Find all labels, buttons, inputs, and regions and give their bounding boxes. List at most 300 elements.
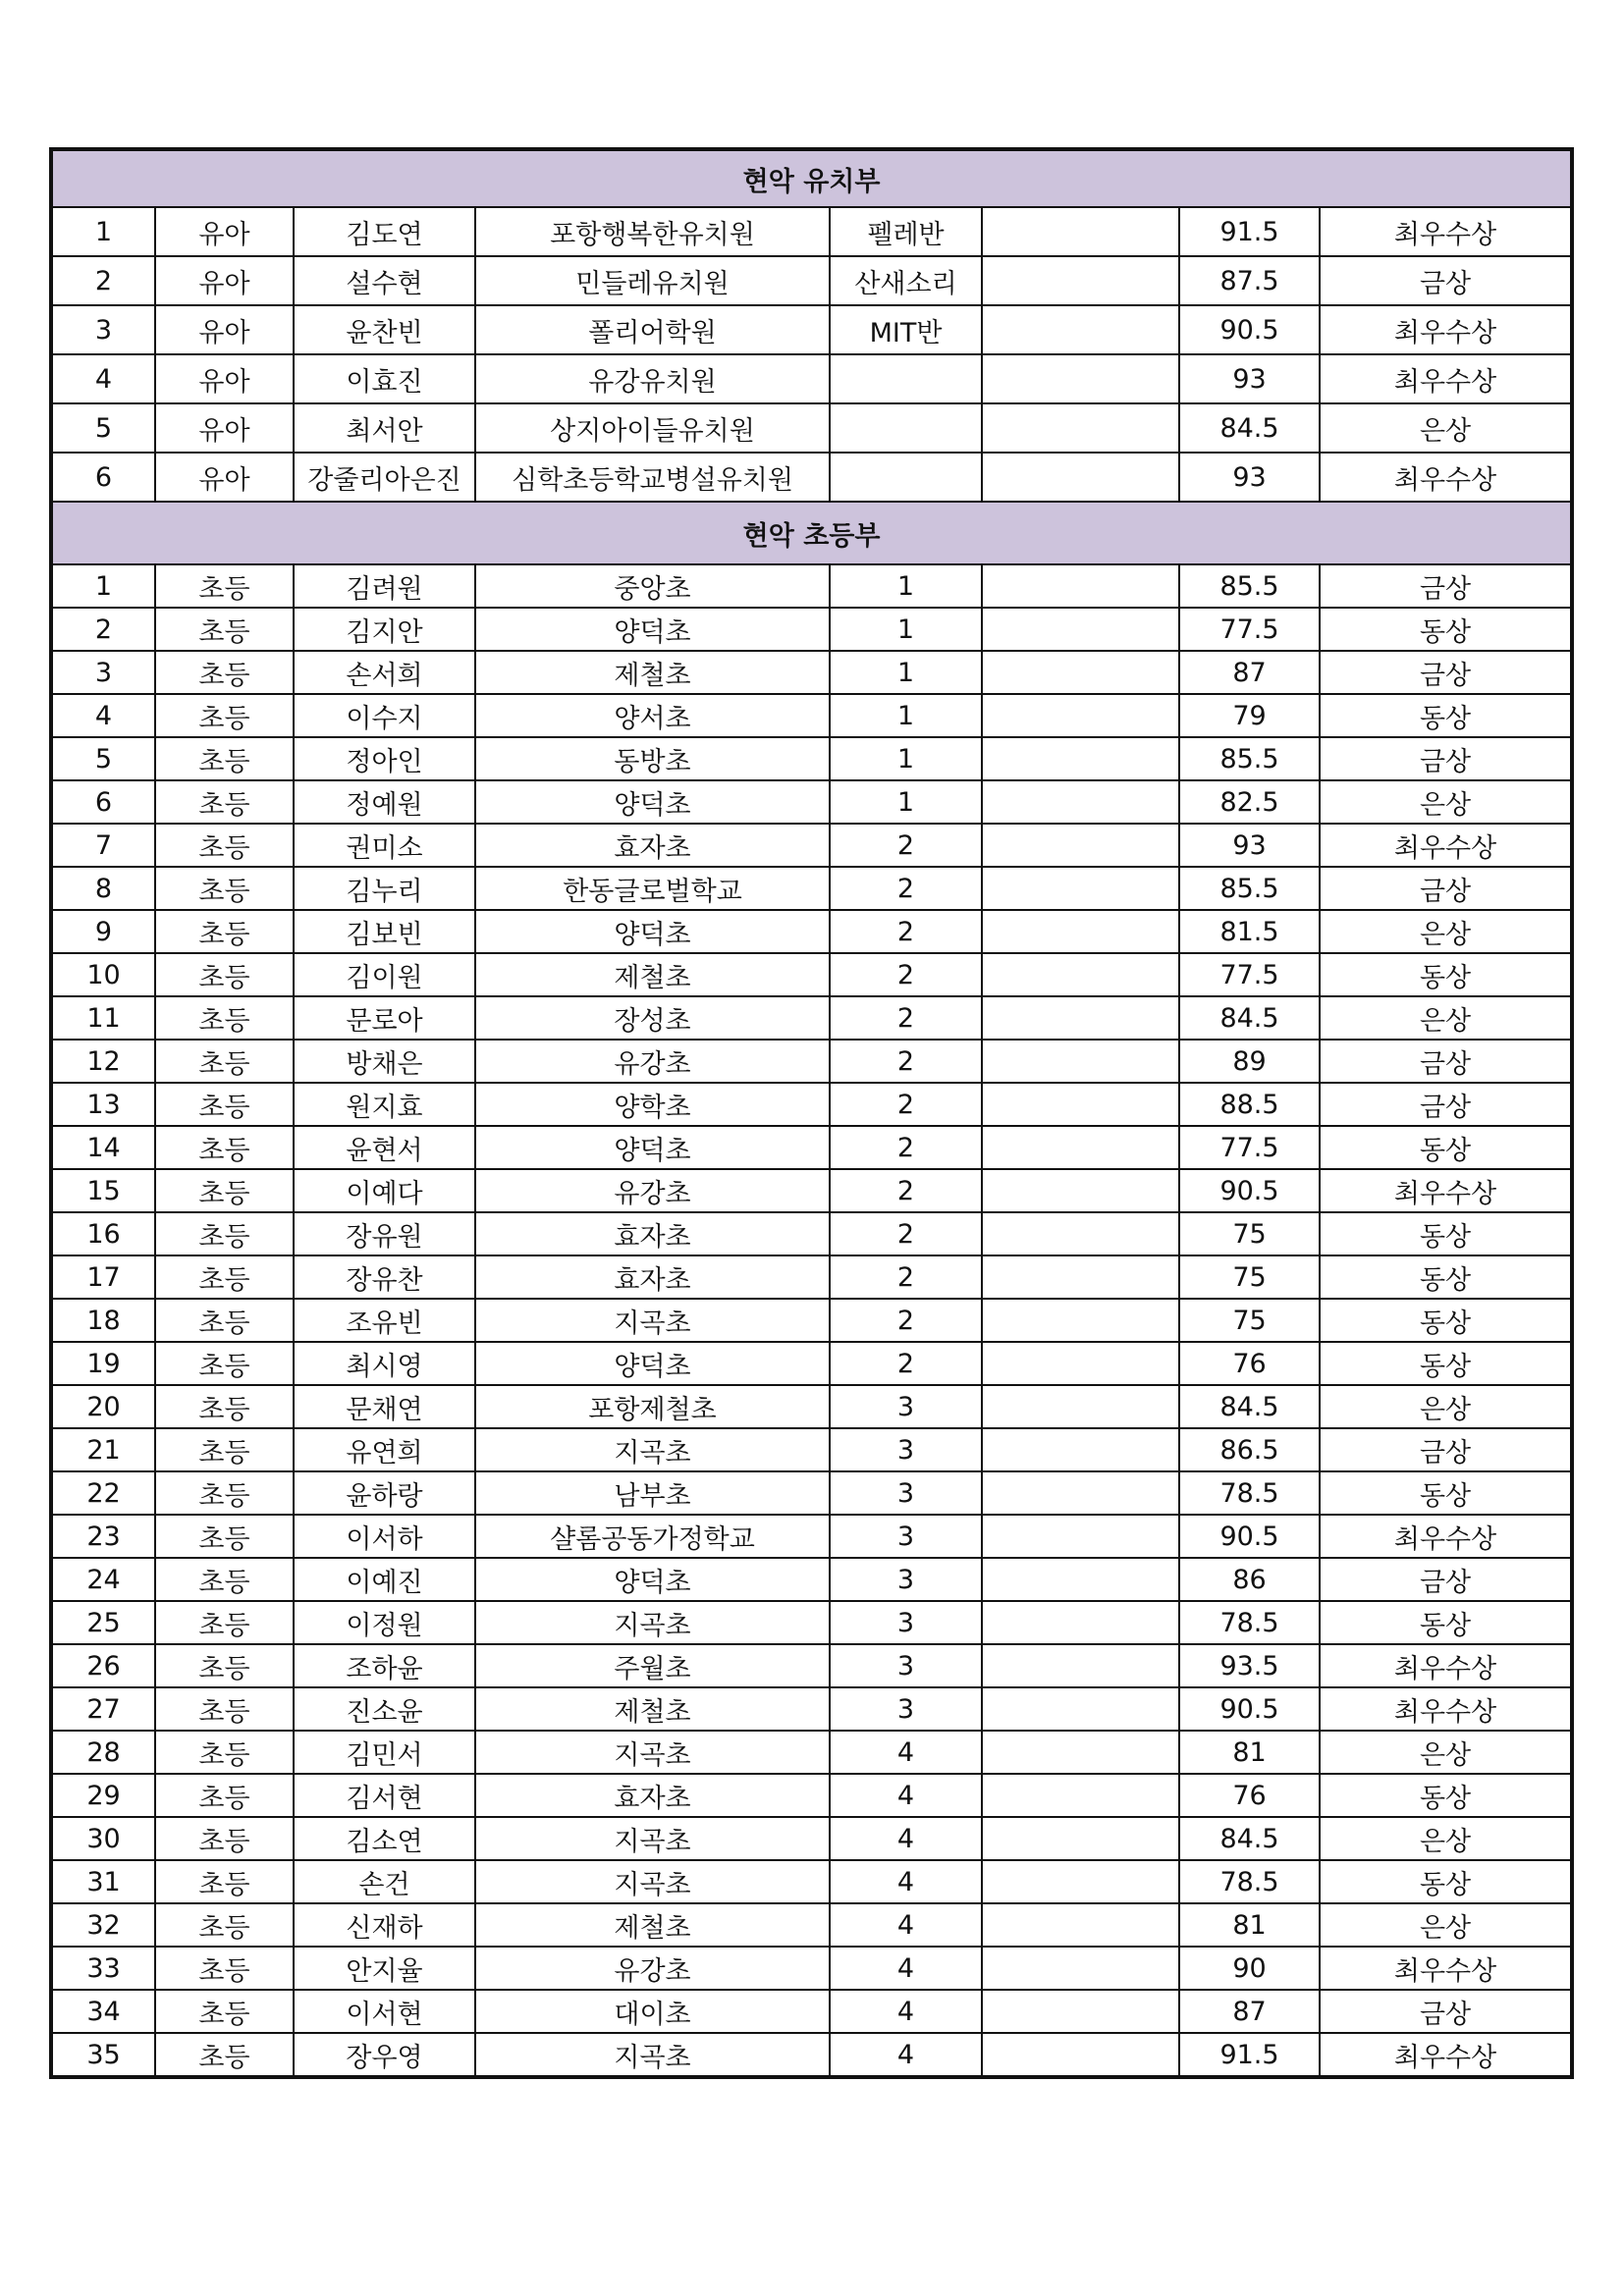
blank-cell: [982, 737, 1179, 780]
award-cell: 최우수상: [1320, 1515, 1572, 1558]
name-cell: 유연희: [294, 1428, 475, 1471]
score-cell: 93: [1179, 824, 1320, 867]
award-cell: 은상: [1320, 1903, 1572, 1947]
blank-cell: [982, 1342, 1179, 1385]
school-cell: 유강초: [475, 1169, 830, 1212]
score-cell: 84.5: [1179, 403, 1320, 453]
blank-cell: [982, 651, 1179, 694]
blank-cell: [982, 867, 1179, 910]
blank-cell: [982, 608, 1179, 651]
score-cell: 90.5: [1179, 1169, 1320, 1212]
award-cell: 동상: [1320, 1126, 1572, 1169]
name-cell: 손건: [294, 1860, 475, 1903]
division-cell: 유아: [155, 453, 294, 502]
score-cell: 90.5: [1179, 305, 1320, 354]
table-row: [51, 1255, 1572, 1299]
row-number-cell: 6: [51, 780, 155, 824]
division-cell: 초등: [155, 1860, 294, 1903]
blank-cell: [982, 1471, 1179, 1515]
name-cell: 원지효: [294, 1083, 475, 1126]
class-cell: 4: [830, 2033, 982, 2077]
table-row: [51, 256, 1572, 305]
school-cell: 양덕초: [475, 608, 830, 651]
blank-cell: [982, 1601, 1179, 1644]
class-cell: [830, 453, 982, 502]
table-row: [51, 780, 1572, 824]
table-row: [51, 910, 1572, 953]
table-row: [51, 305, 1572, 354]
school-cell: 포항제철초: [475, 1385, 830, 1428]
class-cell: 4: [830, 1860, 982, 1903]
division-cell: 초등: [155, 1385, 294, 1428]
class-cell: 산새소리: [830, 256, 982, 305]
award-cell: 동상: [1320, 608, 1572, 651]
name-cell: 이예다: [294, 1169, 475, 1212]
award-cell: 금상: [1320, 867, 1572, 910]
class-cell: 2: [830, 996, 982, 1040]
score-cell: 84.5: [1179, 1385, 1320, 1428]
class-cell: 3: [830, 1601, 982, 1644]
score-cell: 85.5: [1179, 564, 1320, 608]
name-cell: 장유원: [294, 1212, 475, 1255]
score-cell: 77.5: [1179, 953, 1320, 996]
section-header-row: [51, 149, 1572, 207]
award-cell: 금상: [1320, 1558, 1572, 1601]
name-cell: 김민서: [294, 1731, 475, 1774]
school-cell: 폴리어학원: [475, 305, 830, 354]
award-cell: 동상: [1320, 1471, 1572, 1515]
name-cell: 손서희: [294, 651, 475, 694]
blank-cell: [982, 1903, 1179, 1947]
blank-cell: [982, 1558, 1179, 1601]
blank-cell: [982, 256, 1179, 305]
school-cell: 지곡초: [475, 1860, 830, 1903]
division-cell: 유아: [155, 403, 294, 453]
award-cell: 금상: [1320, 737, 1572, 780]
name-cell: 김서현: [294, 1774, 475, 1817]
blank-cell: [982, 1126, 1179, 1169]
table-row: [51, 1687, 1572, 1731]
school-cell: 제철초: [475, 651, 830, 694]
name-cell: 윤찬빈: [294, 305, 475, 354]
division-cell: 초등: [155, 1040, 294, 1083]
row-number-cell: 10: [51, 953, 155, 996]
row-number-cell: 3: [51, 305, 155, 354]
award-cell: 동상: [1320, 1774, 1572, 1817]
division-cell: 초등: [155, 1687, 294, 1731]
blank-cell: [982, 403, 1179, 453]
name-cell: 정아인: [294, 737, 475, 780]
award-cell: 금상: [1320, 1040, 1572, 1083]
division-cell: 초등: [155, 651, 294, 694]
score-cell: 88.5: [1179, 1083, 1320, 1126]
score-cell: 77.5: [1179, 1126, 1320, 1169]
row-number-cell: 31: [51, 1860, 155, 1903]
division-cell: 초등: [155, 1299, 294, 1342]
award-cell: 최우수상: [1320, 207, 1572, 256]
table-row: [51, 1731, 1572, 1774]
division-cell: 초등: [155, 1947, 294, 1990]
school-cell: 지곡초: [475, 1601, 830, 1644]
award-cell: 은상: [1320, 1817, 1572, 1860]
class-cell: 2: [830, 1299, 982, 1342]
division-cell: 초등: [155, 1515, 294, 1558]
row-number-cell: 34: [51, 1990, 155, 2033]
class-cell: 4: [830, 1990, 982, 2033]
class-cell: 1: [830, 694, 982, 737]
row-number-cell: 14: [51, 1126, 155, 1169]
section-title: 현악 유치부: [51, 149, 1572, 207]
row-number-cell: 20: [51, 1385, 155, 1428]
class-cell: [830, 354, 982, 403]
score-cell: 75: [1179, 1299, 1320, 1342]
row-number-cell: 28: [51, 1731, 155, 1774]
score-cell: 87: [1179, 651, 1320, 694]
award-cell: 동상: [1320, 1212, 1572, 1255]
table-row: [51, 996, 1572, 1040]
table-row: [51, 564, 1572, 608]
name-cell: 이서현: [294, 1990, 475, 2033]
award-cell: 최우수상: [1320, 2033, 1572, 2077]
table-row: [51, 651, 1572, 694]
award-cell: 금상: [1320, 564, 1572, 608]
name-cell: 이서하: [294, 1515, 475, 1558]
table-row: [51, 1515, 1572, 1558]
class-cell: MIT반: [830, 305, 982, 354]
class-cell: 4: [830, 1947, 982, 1990]
school-cell: 상지아이들유치원: [475, 403, 830, 453]
row-number-cell: 21: [51, 1428, 155, 1471]
award-cell: 최우수상: [1320, 1947, 1572, 1990]
score-cell: 90.5: [1179, 1687, 1320, 1731]
blank-cell: [982, 1255, 1179, 1299]
class-cell: 2: [830, 1126, 982, 1169]
school-cell: 지곡초: [475, 1428, 830, 1471]
blank-cell: [982, 207, 1179, 256]
row-number-cell: 8: [51, 867, 155, 910]
row-number-cell: 2: [51, 256, 155, 305]
division-cell: 초등: [155, 824, 294, 867]
division-cell: 초등: [155, 564, 294, 608]
table-row: [51, 1342, 1572, 1385]
school-cell: 효자초: [475, 1212, 830, 1255]
score-cell: 84.5: [1179, 1817, 1320, 1860]
class-cell: 2: [830, 953, 982, 996]
class-cell: 2: [830, 1255, 982, 1299]
blank-cell: [982, 354, 1179, 403]
score-cell: 93: [1179, 453, 1320, 502]
blank-cell: [982, 1990, 1179, 2033]
class-cell: 2: [830, 1342, 982, 1385]
class-cell: 2: [830, 1083, 982, 1126]
class-cell: 2: [830, 1040, 982, 1083]
award-cell: 동상: [1320, 1860, 1572, 1903]
row-number-cell: 6: [51, 453, 155, 502]
name-cell: 장유찬: [294, 1255, 475, 1299]
division-cell: 초등: [155, 1126, 294, 1169]
row-number-cell: 5: [51, 737, 155, 780]
row-number-cell: 33: [51, 1947, 155, 1990]
division-cell: 유아: [155, 305, 294, 354]
school-cell: 양학초: [475, 1083, 830, 1126]
blank-cell: [982, 996, 1179, 1040]
blank-cell: [982, 910, 1179, 953]
class-cell: 펠레반: [830, 207, 982, 256]
award-cell: 은상: [1320, 996, 1572, 1040]
score-cell: 86.5: [1179, 1428, 1320, 1471]
row-number-cell: 2: [51, 608, 155, 651]
results-table: [49, 147, 1574, 2079]
division-cell: 초등: [155, 996, 294, 1040]
award-cell: 최우수상: [1320, 305, 1572, 354]
division-cell: 초등: [155, 1990, 294, 2033]
row-number-cell: 3: [51, 651, 155, 694]
name-cell: 김보빈: [294, 910, 475, 953]
name-cell: 이수지: [294, 694, 475, 737]
school-cell: 유강초: [475, 1947, 830, 1990]
class-cell: [830, 403, 982, 453]
row-number-cell: 17: [51, 1255, 155, 1299]
award-cell: 금상: [1320, 1428, 1572, 1471]
table-row: [51, 1428, 1572, 1471]
blank-cell: [982, 694, 1179, 737]
score-cell: 75: [1179, 1255, 1320, 1299]
class-cell: 3: [830, 1515, 982, 1558]
blank-cell: [982, 953, 1179, 996]
division-cell: 유아: [155, 354, 294, 403]
name-cell: 문로아: [294, 996, 475, 1040]
school-cell: 양덕초: [475, 1342, 830, 1385]
name-cell: 조하윤: [294, 1644, 475, 1687]
blank-cell: [982, 1860, 1179, 1903]
row-number-cell: 18: [51, 1299, 155, 1342]
row-number-cell: 1: [51, 207, 155, 256]
division-cell: 초등: [155, 1169, 294, 1212]
award-cell: 은상: [1320, 1385, 1572, 1428]
table-row: [51, 1126, 1572, 1169]
name-cell: 설수현: [294, 256, 475, 305]
division-cell: 초등: [155, 953, 294, 996]
name-cell: 방채은: [294, 1040, 475, 1083]
name-cell: 최시영: [294, 1342, 475, 1385]
name-cell: 조유빈: [294, 1299, 475, 1342]
row-number-cell: 9: [51, 910, 155, 953]
division-cell: 초등: [155, 1644, 294, 1687]
blank-cell: [982, 824, 1179, 867]
row-number-cell: 4: [51, 694, 155, 737]
score-cell: 84.5: [1179, 996, 1320, 1040]
section-header-row: [51, 502, 1572, 564]
division-cell: 초등: [155, 1601, 294, 1644]
division-cell: 초등: [155, 1342, 294, 1385]
blank-cell: [982, 1731, 1179, 1774]
school-cell: 양덕초: [475, 910, 830, 953]
award-cell: 최우수상: [1320, 824, 1572, 867]
name-cell: 신재하: [294, 1903, 475, 1947]
blank-cell: [982, 1385, 1179, 1428]
blank-cell: [982, 453, 1179, 502]
school-cell: 동방초: [475, 737, 830, 780]
score-cell: 90.5: [1179, 1515, 1320, 1558]
name-cell: 권미소: [294, 824, 475, 867]
blank-cell: [982, 1428, 1179, 1471]
score-cell: 85.5: [1179, 867, 1320, 910]
class-cell: 4: [830, 1731, 982, 1774]
name-cell: 진소윤: [294, 1687, 475, 1731]
name-cell: 정예원: [294, 780, 475, 824]
school-cell: 민들레유치원: [475, 256, 830, 305]
row-number-cell: 13: [51, 1083, 155, 1126]
score-cell: 81: [1179, 1903, 1320, 1947]
division-cell: 초등: [155, 910, 294, 953]
award-cell: 최우수상: [1320, 1687, 1572, 1731]
school-cell: 효자초: [475, 824, 830, 867]
blank-cell: [982, 1083, 1179, 1126]
name-cell: 이효진: [294, 354, 475, 403]
table-row: [51, 1947, 1572, 1990]
row-number-cell: 25: [51, 1601, 155, 1644]
row-number-cell: 11: [51, 996, 155, 1040]
score-cell: 87: [1179, 1990, 1320, 2033]
row-number-cell: 5: [51, 403, 155, 453]
table-row: [51, 1601, 1572, 1644]
name-cell: 김누리: [294, 867, 475, 910]
score-cell: 78.5: [1179, 1471, 1320, 1515]
division-cell: 초등: [155, 1774, 294, 1817]
row-number-cell: 29: [51, 1774, 155, 1817]
table-row: [51, 403, 1572, 453]
award-cell: 은상: [1320, 403, 1572, 453]
division-cell: 유아: [155, 207, 294, 256]
blank-cell: [982, 2033, 1179, 2077]
score-cell: 89: [1179, 1040, 1320, 1083]
school-cell: 제철초: [475, 1687, 830, 1731]
row-number-cell: 32: [51, 1903, 155, 1947]
row-number-cell: 16: [51, 1212, 155, 1255]
school-cell: 주월초: [475, 1644, 830, 1687]
school-cell: 양덕초: [475, 780, 830, 824]
score-cell: 81.5: [1179, 910, 1320, 953]
award-cell: 은상: [1320, 780, 1572, 824]
blank-cell: [982, 1947, 1179, 1990]
table-row: [51, 1299, 1572, 1342]
score-cell: 79: [1179, 694, 1320, 737]
name-cell: 안지율: [294, 1947, 475, 1990]
name-cell: 강줄리아은진: [294, 453, 475, 502]
row-number-cell: 12: [51, 1040, 155, 1083]
table-row: [51, 1083, 1572, 1126]
award-cell: 금상: [1320, 1083, 1572, 1126]
division-cell: 초등: [155, 1212, 294, 1255]
school-cell: 양서초: [475, 694, 830, 737]
class-cell: 1: [830, 651, 982, 694]
award-cell: 최우수상: [1320, 1644, 1572, 1687]
blank-cell: [982, 1515, 1179, 1558]
table-row: [51, 737, 1572, 780]
table-row: [51, 1169, 1572, 1212]
school-cell: 대이초: [475, 1990, 830, 2033]
score-cell: 93: [1179, 354, 1320, 403]
blank-cell: [982, 1169, 1179, 1212]
table-row: [51, 1990, 1572, 2033]
score-cell: 86: [1179, 1558, 1320, 1601]
school-cell: 지곡초: [475, 1299, 830, 1342]
school-cell: 제철초: [475, 1903, 830, 1947]
table-row: [51, 824, 1572, 867]
division-cell: 초등: [155, 1471, 294, 1515]
school-cell: 지곡초: [475, 1731, 830, 1774]
score-cell: 81: [1179, 1731, 1320, 1774]
award-cell: 동상: [1320, 953, 1572, 996]
table-row: [51, 1817, 1572, 1860]
blank-cell: [982, 1687, 1179, 1731]
school-cell: 남부초: [475, 1471, 830, 1515]
school-cell: 지곡초: [475, 2033, 830, 2077]
score-cell: 85.5: [1179, 737, 1320, 780]
division-cell: 초등: [155, 1255, 294, 1299]
row-number-cell: 35: [51, 2033, 155, 2077]
name-cell: 윤하랑: [294, 1471, 475, 1515]
table-row: [51, 1860, 1572, 1903]
class-cell: 1: [830, 737, 982, 780]
blank-cell: [982, 1040, 1179, 1083]
division-cell: 초등: [155, 1817, 294, 1860]
table-row: [51, 694, 1572, 737]
table-row: [51, 1212, 1572, 1255]
blank-cell: [982, 1212, 1179, 1255]
division-cell: 초등: [155, 780, 294, 824]
school-cell: 양덕초: [475, 1558, 830, 1601]
school-cell: 심학초등학교병설유치원: [475, 453, 830, 502]
class-cell: 1: [830, 608, 982, 651]
row-number-cell: 23: [51, 1515, 155, 1558]
class-cell: 1: [830, 564, 982, 608]
class-cell: 1: [830, 780, 982, 824]
division-cell: 초등: [155, 1903, 294, 1947]
school-cell: 유강초: [475, 1040, 830, 1083]
award-cell: 동상: [1320, 1255, 1572, 1299]
row-number-cell: 27: [51, 1687, 155, 1731]
division-cell: 초등: [155, 1731, 294, 1774]
table-row: [51, 1644, 1572, 1687]
name-cell: 김지안: [294, 608, 475, 651]
score-cell: 75: [1179, 1212, 1320, 1255]
name-cell: 윤현서: [294, 1126, 475, 1169]
table-row: [51, 1385, 1572, 1428]
class-cell: 2: [830, 910, 982, 953]
blank-cell: [982, 1644, 1179, 1687]
award-cell: 동상: [1320, 694, 1572, 737]
school-cell: 한동글로벌학교: [475, 867, 830, 910]
award-cell: 최우수상: [1320, 354, 1572, 403]
row-number-cell: 1: [51, 564, 155, 608]
class-cell: 3: [830, 1644, 982, 1687]
table-row: [51, 1558, 1572, 1601]
school-cell: 중앙초: [475, 564, 830, 608]
score-cell: 76: [1179, 1774, 1320, 1817]
row-number-cell: 26: [51, 1644, 155, 1687]
name-cell: 김려원: [294, 564, 475, 608]
award-cell: 은상: [1320, 910, 1572, 953]
class-cell: 3: [830, 1428, 982, 1471]
name-cell: 김도연: [294, 207, 475, 256]
class-cell: 3: [830, 1385, 982, 1428]
blank-cell: [982, 305, 1179, 354]
row-number-cell: 19: [51, 1342, 155, 1385]
division-cell: 유아: [155, 256, 294, 305]
table-row: [51, 867, 1572, 910]
score-cell: 90: [1179, 1947, 1320, 1990]
